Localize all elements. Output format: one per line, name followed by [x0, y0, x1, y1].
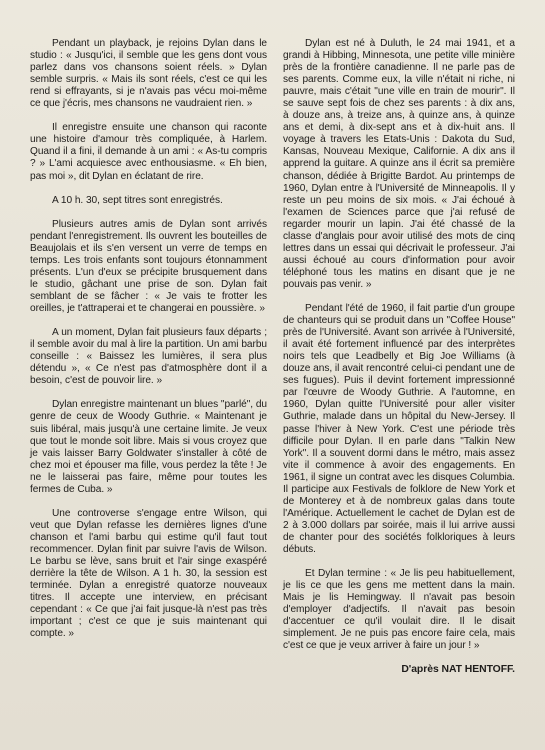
- article-paragraph: Dylan enregistre maintenant un blues "parlé", du genre de ceux de Woody Guthrie. « Maintenant je suis libéral, mais jusqu'à une certaine limite. Je veux que tout le monde soit libre. Mais si vous croyez que je vais laisser Barry Goldwater s'installer à côté de chez moi et épouser ma fille, vous perdez la tête ! Je ne le laisserai pas faire, même pour toutes les fermes de Cuba. »: [30, 399, 267, 495]
- article-paragraph: A 10 h. 30, sept titres sont enregistrés.: [52, 194, 223, 206]
- article-paragraph: Pendant l'été de 1960, il fait partie d'un groupe de chanteurs qui se produit dans un "Coffee House" près de l'Université. Avant son arrivée à l'Université, il avait été fortement influencé par des interprètes noirs tels que Leadbelly et Big Joe Williams (à douze ans, il avait rencontré celui-ci pendant une de ses fugues). Puis il devint fortement impressionné par l'œuvre de Woody Guthrie. A l'automne, en 1960, Dylan quitte l'Université pour aller visiter Guthrie, malade dans un hôpital du New-Jersey. Il passe l'hiver à New York. C'est une période très difficile pour Dylan. Il en parle dans "Talkin New York". Il a souvent dormi dans le métro, mais assez vite il commence à avoir des engagements. En 1961, il signe un contrat avec les disques Columbia. Il participe aux Festivals de folklore de New York et de Monterey et à de nombreux galas dans toute l'Amérique. Actuellement le cachet de Dylan est de 2 à 3.000 dollars par soirée, mais il lui arrive aussi de chanter pour des sociétés folkloriques à leurs débuts.: [283, 303, 515, 555]
- article-paragraph: Il enregistre ensuite une chanson qui raconte une histoire d'amour très compliquée, à Harlem. Quand il a fini, il demande à un ami : « As-tu compris ? » L'ami acquiesce avec enthousiasme. « Eh bien, pas moi », dit Dylan en éclatant de rire.: [30, 122, 267, 182]
- author-signature: D'après NAT HENTOFF.: [401, 664, 515, 676]
- article-paragraph: Une controverse s'engage entre Wilson, qui veut que Dylan refasse les dernières lignes d'une chanson et l'ami barbu qui estime qu'il faut tout recommencer. Dylan finit par suivre l'avis de Wilson. Le barbu se lève, sans bruit et l'air singe exaspéré derrière la tête de Wilson. A 1 h. 30, la session est terminée. Dylan a enregistré quatorze nouveaux titres. Il accepte une interview, en précisant cependant : « Ce que j'ai fait jusque-là n'est pas très important ; c'est ce que je suis maintenant qui compte. »: [30, 507, 267, 640]
- article-paragraph: Et Dylan termine : « Je lis peu habituellement, je lis ce que les gens me mettent dans la main. Mais je lis Hemingway. Il n'avait pas besoin d'employer d'adjectifs. Il n'avait pas besoin d'accentuer ce qu'il voulait dire. Il le disait simplement. Je ne puis pas encore faire cela, mais c'est ce que je veux arriver à faire un jour ! »: [283, 568, 515, 652]
- article-paragraph: Dylan est né à Duluth, le 24 mai 1941, et a grandi à Hibbing, Minnesota, une petite ville minière près de la frontière canadienne. Il ne parle pas de ses parents. Comme eux, la ville n'était ni riche, ni pauvre, mais c'était "une ville en train de mourir". Il se sauve sept fois de chez ses parents : à dix ans, à douze ans, à treize ans, à quinze ans, à quinze ans et demi, à dix-sept ans et à dix-huit ans. Il voyage à travers les Etats-Unis : Dakota du Sud, Kansas, Nouveau Mexique, Californie. A dix ans il apprend la guitare. A quinze ans il écrit sa première chanson, dédiée à Brigitte Bardot. Au printemps de 1960, Dylan entre à l'Université de Minneapolis. Il y reste un peu moins de six mois. « J'ai échoué à l'examen de Sciences parce que j'ai refusé de regarder mourir un lapin. J'ai été chassé de la classe d'anglais pour avoir utilisé des mots de cinq lettres dans un essai qui décrivait le professeur. J'ai aussi échoué au cours d'information pour avoir téléphoné tous les matins en disant que je ne pouvais pas venir. »: [283, 38, 515, 290]
- left-column: [30, 38, 267, 652]
- article-paragraph: A un moment, Dylan fait plusieurs faux départs ; il semble avoir du mal à lire la partition. Un ami barbu conseille : « Baissez les lumières, il sera plus détendu », « Ce n'est pas d'atmosphère dont il a besoin, c'est de pouvoir lire. »: [30, 327, 267, 387]
- right-column: [283, 38, 515, 676]
- article-paragraph: Plusieurs autres amis de Dylan sont arrivés pendant l'enregistrement. Ils ouvrent les bouteilles de Beaujolais et ils s'en versent un verre de temps en temps. Les trois enfants sont toujours étonnamment présents. L'un d'eux se précipite brusquement dans le studio, gâchant une prise de son. Dylan fait semblant de se fâcher : « Je vais te frotter les oreilles, je t'attraperai et te changerai en poussière. »: [30, 218, 267, 315]
- article-paragraph: Pendant un playback, je rejoins Dylan dans le studio : « Jusqu'ici, il semble que les gens dont vous parlez dans vos chansons soient réels. » Dylan semble surpris. « Mais ils sont réels, c'est ce qui les rend si effrayants, si je n'avais pas vécu moi-même ce que j'écris, mes chansons ne vaudraient rien. »: [30, 38, 267, 110]
